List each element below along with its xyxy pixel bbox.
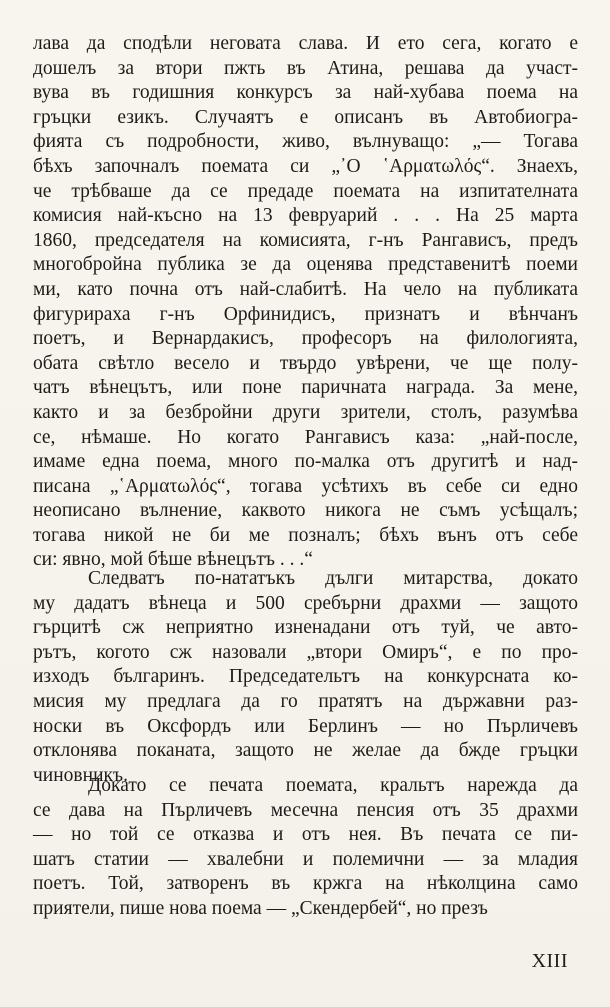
text-line: мисия му предлага да го пратятъ на държавни раз- bbox=[33, 690, 578, 712]
text-line: както и за безбройни други зрители, столъ, разумѣва bbox=[33, 401, 578, 423]
text-line: многобройна публика зе да оценява представенитѣ поеми bbox=[33, 254, 578, 276]
text-line: се, нѣмаше. Но когато Рангависъ каза: „най-после, bbox=[33, 426, 578, 448]
text-line: шатъ статии — хвалебни и полемични — за младия bbox=[33, 848, 578, 870]
text-line: гръцки езикъ. Случаятъ е описанъ въ Автобиогра- bbox=[33, 106, 578, 128]
text-line: поетъ, и Вернардакисъ, професоръ на филологията, bbox=[33, 328, 578, 350]
text-line: обата свѣтло весело и твърдо увѣрени, че ще полу- bbox=[33, 352, 578, 374]
text-line: тогава никой не би ме позналъ; бѣхъ вънъ отъ себе bbox=[33, 524, 578, 546]
text-line: гърцитѣ сж неприятно изненадани отъ туй, че авто- bbox=[33, 617, 578, 639]
text-line: вува въ годишния конкурсъ за най-хубава поема на bbox=[33, 82, 578, 104]
text-line: му дадатъ вѣнеца и 500 сребърни драхми — защото bbox=[33, 592, 578, 614]
text-line: лава да сподѣли неговата слава. И ето сега, когато е bbox=[33, 33, 578, 54]
text-line: приятели, пише нова поема — „Скендербей“, но презъ bbox=[33, 897, 488, 919]
text-line: отклонява поканата, защото не желае да бжде гръцки bbox=[33, 740, 578, 762]
text-line: си: явно, мой бѣше вѣнецътъ . . .“ bbox=[33, 549, 313, 571]
text-line: комисия най-късно на 13 февруарий . . . На 25 марта bbox=[33, 205, 578, 227]
text-line: чиновникъ. bbox=[33, 764, 128, 786]
text-line: чатъ вѣнецътъ, или поне паричната награда. За мене, bbox=[33, 377, 578, 399]
text-line: Докато се печата поемата, кральтъ нарежда да bbox=[88, 775, 578, 796]
paragraph-3 bbox=[33, 774, 578, 922]
text-line: бѣхъ започналъ поемата си „᾿Ο ῾Αρματωλός“. Знаехъ, bbox=[33, 155, 578, 177]
text-line: неописано вълнение, каквото никога не съмъ усѣщалъ; bbox=[33, 500, 578, 522]
text-line: имаме една поема, много по-малка отъ другитѣ и над- bbox=[33, 451, 578, 473]
text-line: носки въ Оксфордъ или Берлинъ — но Пърличевъ bbox=[33, 715, 578, 737]
text-line: фигурираха г-нъ Орфинидисъ, признатъ и вѣнчанъ bbox=[33, 303, 578, 325]
page-number: XIII bbox=[531, 950, 568, 972]
text-line: се дава на Пърличевъ месечна пенсия отъ 35 драхми bbox=[33, 799, 578, 821]
text-line: писана „῾Αρματωλός“, тогава усѣтихъ въ себе си едно bbox=[33, 475, 578, 497]
text-line: изходъ българинъ. Председательтъ на конкурсната ко- bbox=[33, 666, 578, 688]
text-line: — но той се отказва и отъ нея. Въ печата се пи- bbox=[33, 824, 578, 846]
text-line: Следватъ по-нататъкъ дълги митарства, докато bbox=[88, 568, 578, 589]
text-line: фията съ подробности, живо, вълнуващо: „— Тогава bbox=[33, 131, 578, 153]
text-line: ми, като почна отъ най-слабитѣ. На чело на публиката bbox=[33, 278, 578, 300]
text-line: дошелъ за втори пжть въ Атина, решава да участ- bbox=[33, 57, 578, 79]
paragraph-2 bbox=[33, 567, 578, 788]
text-line: поетъ. Той, затворенъ въ кржга на нѣколцина само bbox=[33, 873, 578, 895]
text-line: че трѣбваше да се предаде поемата на изпитателната bbox=[33, 180, 578, 202]
text-line: рътъ, когото сж назовали „втори Омиръ“, е по про- bbox=[33, 641, 578, 663]
paragraph-1 bbox=[33, 32, 578, 573]
text-line: 1860, председателя на комисията, г-нъ Рангависъ, предъ bbox=[33, 229, 578, 251]
